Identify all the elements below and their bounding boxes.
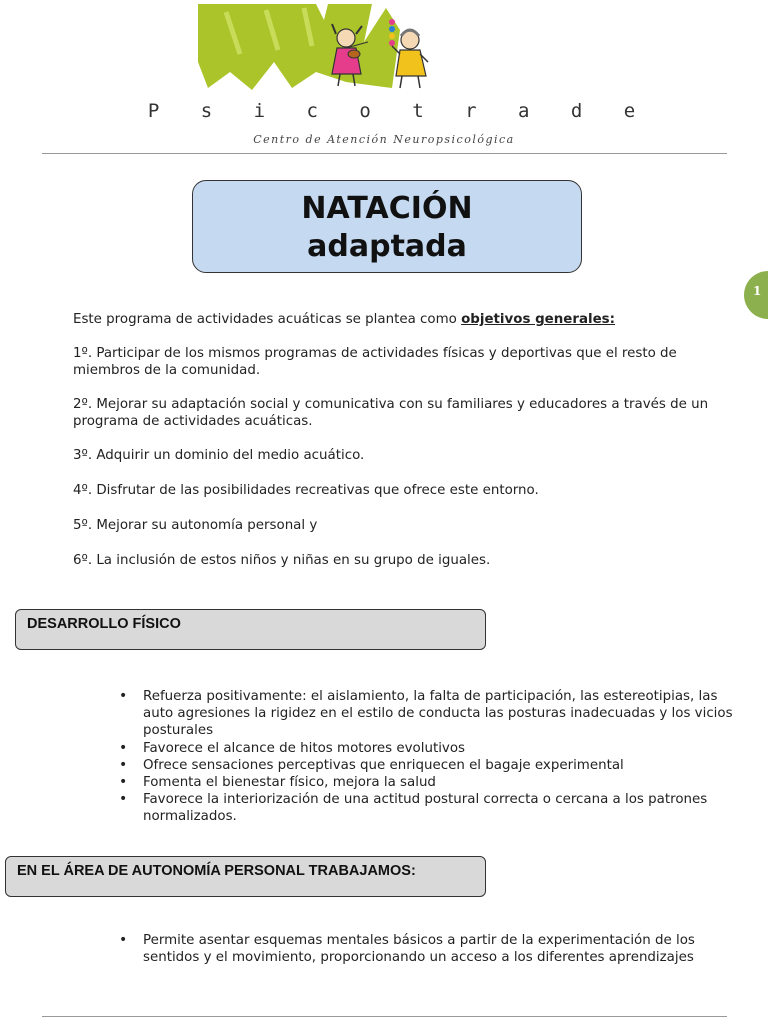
list-item: • Favorece la interiorización de una actitud postural correcta o cercana a los patrones normalizados. [143,791,733,825]
objective-3: 3º. Adquirir un dominio del medio acuático. [73,448,365,463]
list-item: • Ofrece sensaciones perceptivas que enriquecen el bagaje experimental [143,757,733,774]
intro-emphasis: objetivos generales: [461,312,616,327]
objective-6: 6º. La inclusión de estos niños y niñas en su grupo de iguales. [73,553,491,568]
brand-tagline: Centro de Atención Neuropsicológica [253,133,515,146]
list-item: • Favorece el alcance de hitos motores evolutivos [143,740,733,757]
list-item: • Fomenta el bienestar físico, mejora la salud [143,774,733,791]
footer-divider [42,1016,727,1017]
header-divider [42,153,727,154]
title-box [192,180,582,273]
title-line-1: NATACIÓN [301,191,473,226]
psicotrade-logo [196,2,456,94]
objective-2: 2º. Mejorar su adaptación social y comunicativa con su familiares y educadores a través de un programa de actividades acuáticas. [73,397,709,429]
brand-name: P s i c o t r a d e [147,100,651,122]
intro-paragraph [73,311,733,328]
list-item: • Refuerza positivamente: el aislamiento, la falta de participación, las estereotipias, las auto agresiones la rigidez en el estilo de conducta las posturas inadecuadas y los vicios posturales [143,688,733,740]
objective-4: 4º. Disfrutar de las posibilidades recreativas que ofrece este entorno. [73,483,539,498]
intro-text: Este programa de actividades acuáticas se plantea como [73,312,462,327]
objective-5: 5º. Mejorar su autonomía personal y [73,518,318,533]
fisico-list [143,688,733,826]
section-heading-fisico: DESARROLLO FÍSICO [15,609,486,650]
section-heading-autonomia: EN EL ÁREA DE AUTONOMÍA PERSONAL TRABAJAMOS: [5,856,486,897]
objective-1: 1º. Participar de los mismos programas de actividades físicas y deportivas que el resto de miembros de la comunidad. [73,346,677,378]
autonomia-list [143,932,733,966]
page-number-badge: 1 [744,271,768,319]
title-line-2: adaptada [307,229,467,264]
list-item: • Permite asentar esquemas mentales básicos a partir de la experimentación de los sentidos y el movimiento, proporcionando un acceso a los diferentes aprendizajes [143,932,733,966]
